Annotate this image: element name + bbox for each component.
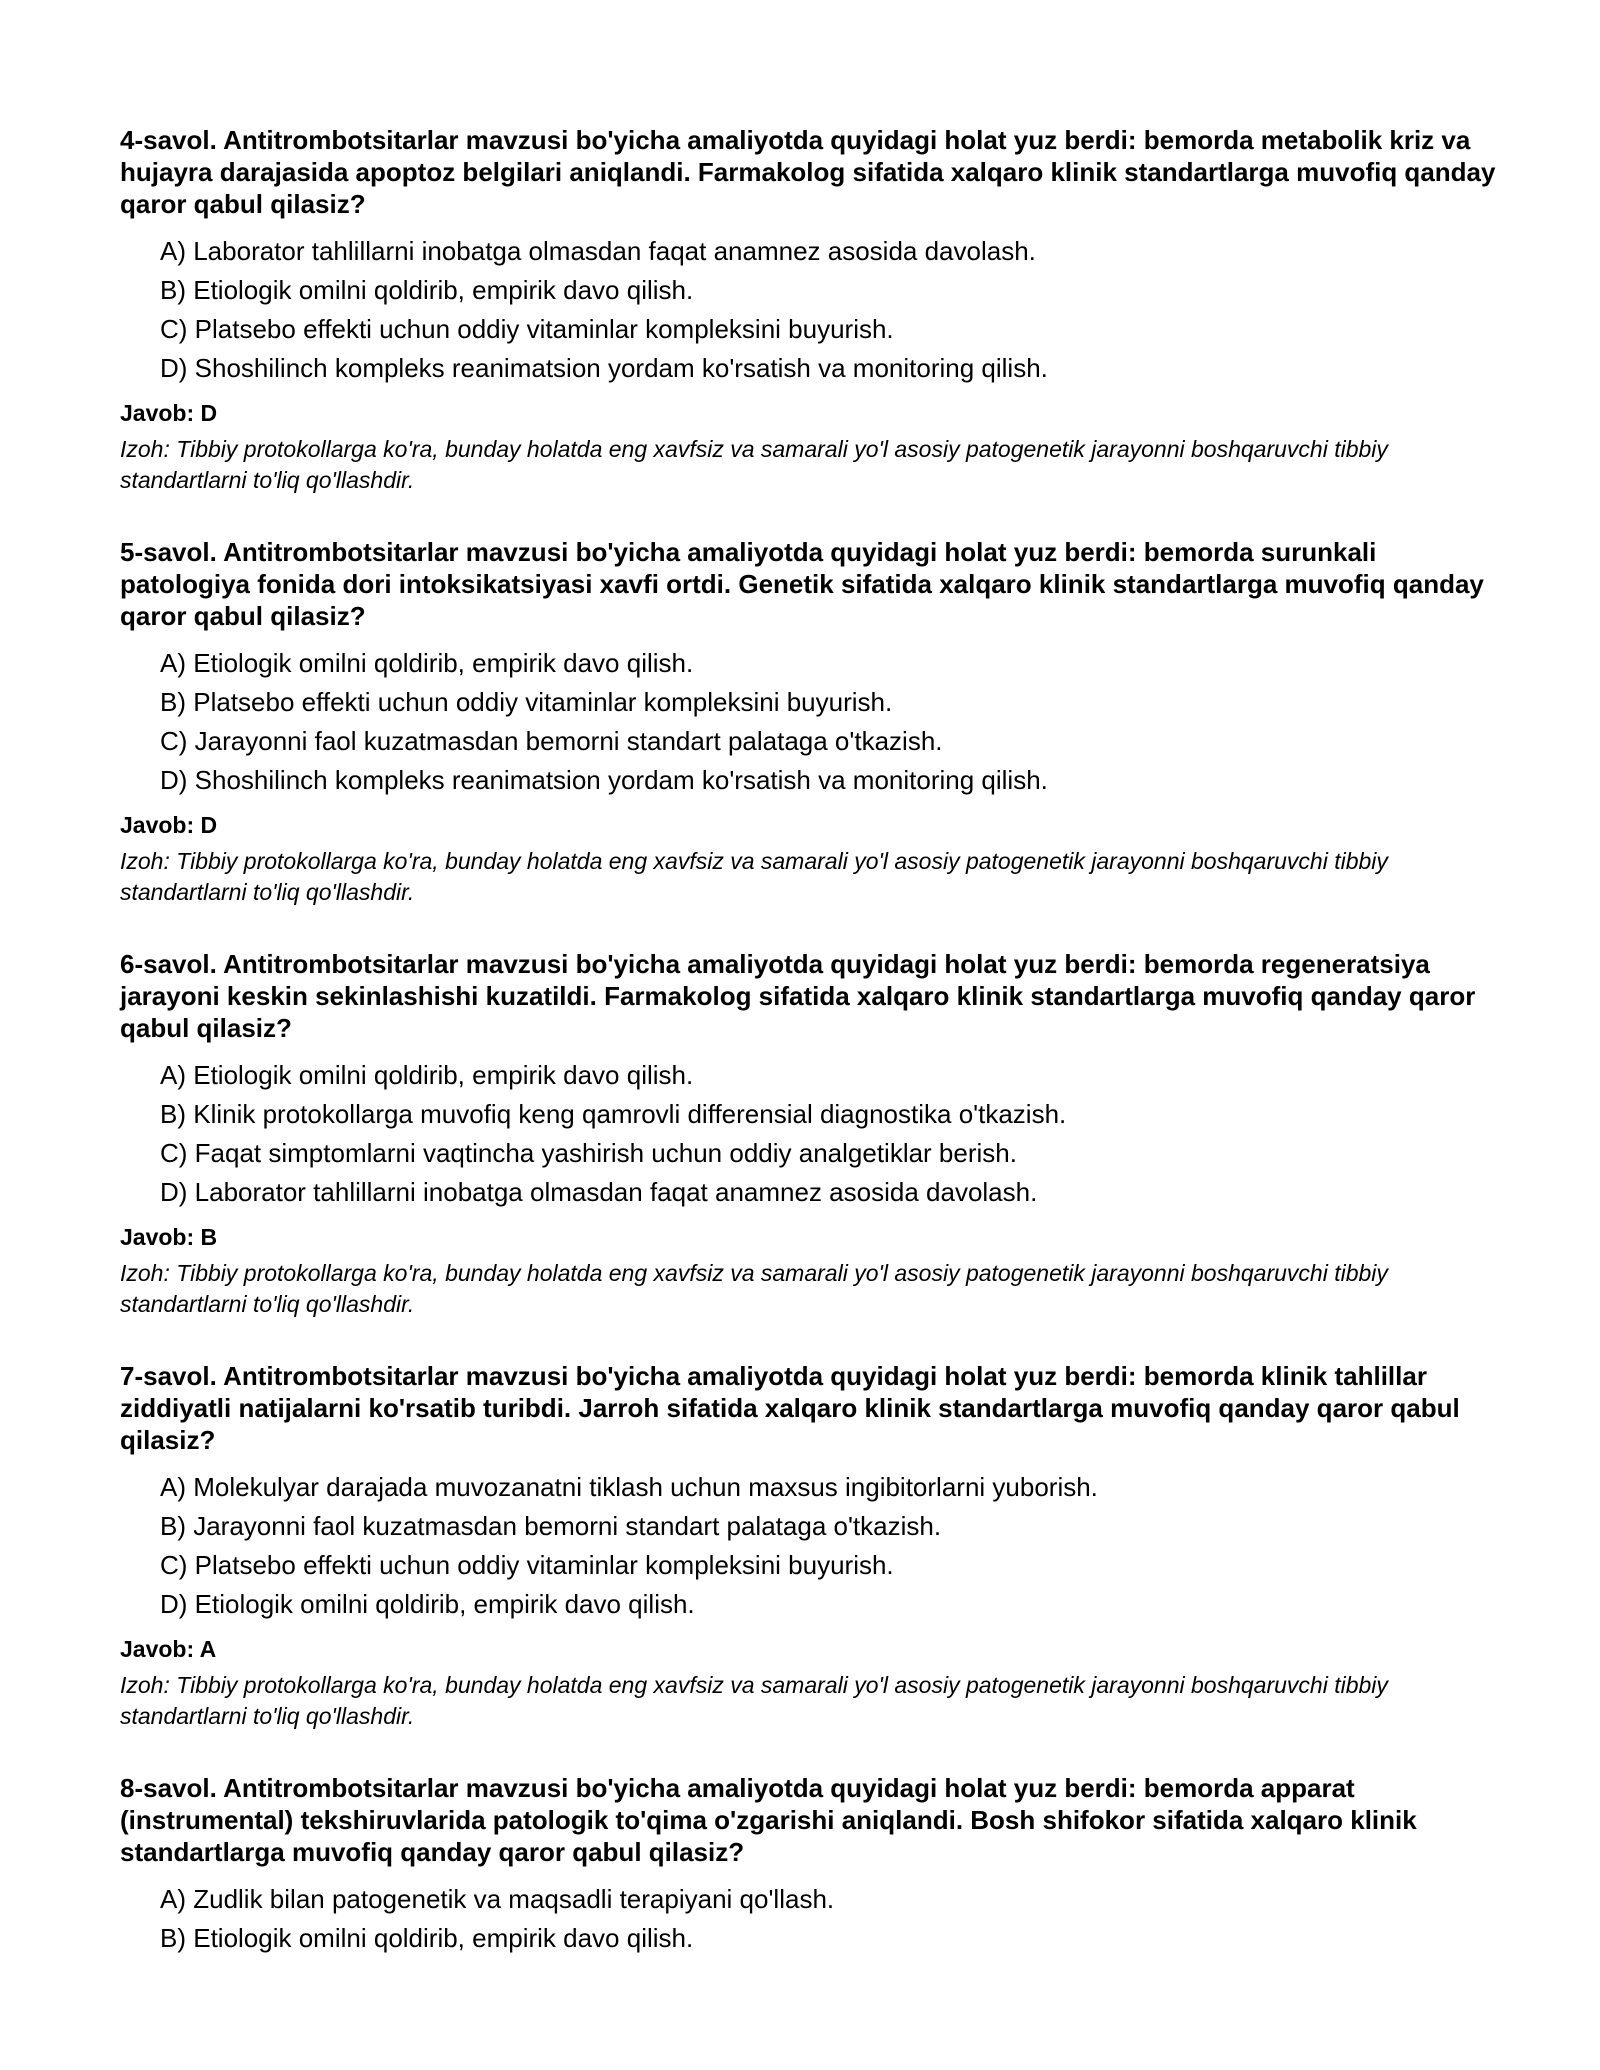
option-list (120, 644, 1500, 800)
option-a: A) Etiologik omilni qoldirib, empirik davo qilish. (160, 648, 694, 678)
document-page (120, 124, 1500, 1998)
explanation-note: Izoh: Tibbiy protokollarga ko'ra, bunday holatda eng xavfsiz va samarali yo'l asosiy patogenetik jarayonni boshqaruvchi tibbiy standartlarni to'liq qo'llashdir. (120, 1260, 1388, 1317)
option-c: C) Platsebo effekti uchun oddiy vitaminlar kompleksini buyurish. (160, 1550, 894, 1580)
option-list (120, 1056, 1500, 1212)
answer-label: Javob: A (120, 1636, 217, 1662)
explanation-note: Izoh: Tibbiy protokollarga ko'ra, bunday holatda eng xavfsiz va samarali yo'l asosiy patogenetik jarayonni boshqaruvchi tibbiy standartlarni to'liq qo'llashdir. (120, 436, 1388, 493)
answer-label: Javob: D (120, 400, 218, 426)
question-text: 7-savol. Antitrombotsitarlar mavzusi bo'yicha amaliyotda quyidagi holat yuz berdi: bemorda klinik tahlillar ziddiyatli natijalarni ko'rsatib turibdi. Jarroh sifatida xalqaro klinik standartlarga muvofiq qanday qaror qabul qilasiz? (120, 1361, 1460, 1455)
option-d: D) Shoshilinch kompleks reanimatsion yordam ko'rsatish va monitoring qilish. (160, 765, 1048, 795)
question-text: 6-savol. Antitrombotsitarlar mavzusi bo'yicha amaliyotda quyidagi holat yuz berdi: bemorda regeneratsiya jarayoni keskin sekinlashishi kuzatildi. Farmakolog sifatida xalqaro klinik standartlarga muvofiq qanday qaror qabul qilasiz? (120, 949, 1476, 1043)
question-text: 8-savol. Antitrombotsitarlar mavzusi bo'yicha amaliyotda quyidagi holat yuz berdi: bemorda apparat (instrumental) tekshiruvlarida patologik to'qima o'zgarishi aniqlandi. Bosh shifokor sifatida xalqaro klinik standartlarga muvofiq qanday qaror qabul qilasiz? (120, 1773, 1417, 1867)
question-4 (120, 124, 1500, 496)
question-8 (120, 1772, 1500, 1958)
question-7 (120, 1360, 1500, 1732)
question-text: 5-savol. Antitrombotsitarlar mavzusi bo'yicha amaliyotda quyidagi holat yuz berdi: bemorda surunkali patologiya fonida dori intoksikatsiyasi xavfi ortdi. Genetik sifatida xalqaro klinik standartlarga muvofiq qanday qaror qabul qilasiz? (120, 537, 1484, 631)
option-a: A) Zudlik bilan patogenetik va maqsadli terapiyani qo'llash. (160, 1884, 835, 1914)
question-6 (120, 948, 1500, 1320)
answer-label: Javob: B (120, 1224, 218, 1250)
explanation-note: Izoh: Tibbiy protokollarga ko'ra, bunday holatda eng xavfsiz va samarali yo'l asosiy patogenetik jarayonni boshqaruvchi tibbiy standartlarni to'liq qo'llashdir. (120, 1672, 1388, 1729)
option-c: C) Platsebo effekti uchun oddiy vitaminlar kompleksini buyurish. (160, 314, 894, 344)
option-list (120, 1880, 1500, 1958)
option-a: A) Molekulyar darajada muvozanatni tiklash uchun maxsus ingibitorlarni yuborish. (160, 1472, 1098, 1502)
option-b: B) Platsebo effekti uchun oddiy vitaminlar kompleksini buyurish. (160, 687, 893, 717)
option-d: D) Shoshilinch kompleks reanimatsion yordam ko'rsatish va monitoring qilish. (160, 353, 1048, 383)
option-d: D) Etiologik omilni qoldirib, empirik davo qilish. (160, 1589, 695, 1619)
answer-label: Javob: D (120, 812, 218, 838)
option-a: A) Etiologik omilni qoldirib, empirik davo qilish. (160, 1060, 694, 1090)
option-a: A) Laborator tahlillarni inobatga olmasdan faqat anamnez asosida davolash. (160, 236, 1036, 266)
option-b: B) Etiologik omilni qoldirib, empirik davo qilish. (160, 275, 694, 305)
option-c: C) Faqat simptomlarni vaqtincha yashirish uchun oddiy analgetiklar berish. (160, 1138, 1017, 1168)
option-b: B) Jarayonni faol kuzatmasdan bemorni standart palataga o'tkazish. (160, 1511, 942, 1541)
option-c: C) Jarayonni faol kuzatmasdan bemorni standart palataga o'tkazish. (160, 726, 943, 756)
option-list (120, 1468, 1500, 1624)
explanation-note: Izoh: Tibbiy protokollarga ko'ra, bunday holatda eng xavfsiz va samarali yo'l asosiy patogenetik jarayonni boshqaruvchi tibbiy standartlarni to'liq qo'llashdir. (120, 848, 1388, 905)
option-d: D) Laborator tahlillarni inobatga olmasdan faqat anamnez asosida davolash. (160, 1177, 1038, 1207)
question-text: 4-savol. Antitrombotsitarlar mavzusi bo'yicha amaliyotda quyidagi holat yuz berdi: bemorda metabolik kriz va hujayra darajasida apoptoz belgilari aniqlandi. Farmakolog sifatida xalqaro klinik standartlarga muvofiq qanday qaror qabul qilasiz? (120, 125, 1496, 219)
option-list (120, 232, 1500, 388)
option-b: B) Klinik protokollarga muvofiq keng qamrovli differensial diagnostika o'tkazish. (160, 1099, 1067, 1129)
option-b: B) Etiologik omilni qoldirib, empirik davo qilish. (160, 1923, 694, 1953)
question-5 (120, 536, 1500, 908)
